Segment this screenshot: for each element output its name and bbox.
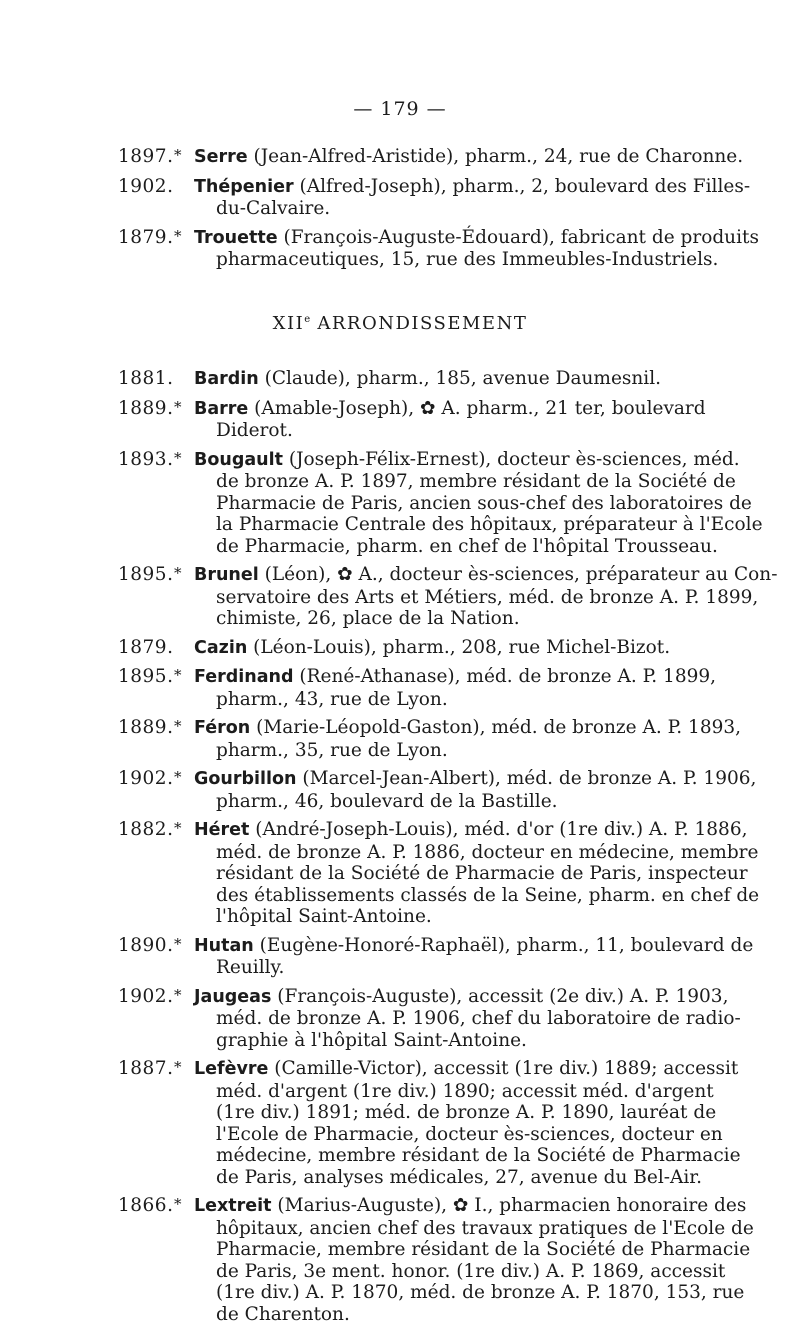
entry-name: Bougault (194, 450, 283, 470)
entry-star: * (174, 986, 182, 1004)
entry-year: 1902. (118, 986, 173, 1007)
entry-line: Brunel (Léon), ✿ A., docteur ès-sciences, préparateur au Con- (194, 564, 694, 587)
entry-line: médecine, membre résidant de la Société de Pharmacie (194, 1145, 694, 1167)
entry-line: Gourbillon (Marcel-Jean-Albert), méd. de bronze A. P. 1906, (194, 768, 694, 791)
entry-year: 1902. (118, 768, 173, 789)
entry-text (194, 146, 694, 169)
section-title (0, 313, 800, 334)
entry-star: * (174, 398, 182, 416)
entry-year: 1893. (118, 449, 173, 470)
entry-line: l'hôpital Saint-Antoine. (194, 906, 694, 928)
entry-year: 1879. (118, 637, 173, 658)
entry-line: méd. de bronze A. P. 1886, docteur en médecine, membre (194, 842, 694, 864)
entry-line: de Paris, 3e ment. honor. (1re div.) A. P. 1869, accessit (194, 1261, 694, 1283)
entry-year: 1895. (118, 666, 173, 687)
entry-line: hôpitaux, ancien chef des travaux pratiques de l'Ecole de (194, 1218, 694, 1240)
entry-name: Lextreit (194, 1196, 272, 1216)
entry-line: du-Calvaire. (194, 198, 694, 220)
entry-name: Serre (194, 147, 248, 167)
entry-name: Lefèvre (194, 1059, 268, 1079)
entry-name: Trouette (194, 228, 278, 248)
entry-line: Lextreit (Marius-Auguste), ✿ I., pharmacien honoraire des (194, 1195, 694, 1218)
entry-line: Thépenier (Alfred-Joseph), pharm., 2, boulevard des Filles- (194, 176, 694, 199)
entry-text (194, 637, 694, 660)
entry-line: de Charenton. (194, 1304, 694, 1325)
entry-line: la Pharmacie Centrale des hôpitaux, préparateur à l'Ecole (194, 514, 694, 536)
entry-line: Reuilly. (194, 957, 694, 979)
entry-line: pharm., 43, rue de Lyon. (194, 689, 694, 711)
entry-line: méd. d'argent (1re div.) 1890; accessit méd. d'argent (194, 1081, 694, 1103)
entry-line: pharm., 35, rue de Lyon. (194, 740, 694, 762)
entry-text (194, 1195, 694, 1325)
entry-text (194, 449, 694, 558)
entry-line: Héret (André-Joseph-Louis), méd. d'or (1re div.) A. P. 1886, (194, 819, 694, 842)
entry-text (194, 1058, 694, 1188)
entry-text (194, 368, 694, 391)
entry-line: Pharmacie de Paris, ancien sous-chef des laboratoires de (194, 493, 694, 515)
entry-line: Trouette (François-Auguste-Édouard), fabricant de produits (194, 227, 694, 250)
entry-year: 1879. (118, 227, 173, 248)
entry-star: * (174, 666, 182, 684)
entry-line: Pharmacie, membre résidant de la Société de Pharmacie (194, 1239, 694, 1261)
entry-star: * (174, 935, 182, 953)
entry-line: Diderot. (194, 420, 694, 442)
entry-line: graphie à l'hôpital Saint-Antoine. (194, 1030, 694, 1052)
entry-text (194, 768, 694, 812)
entry-star: * (174, 717, 182, 735)
entry-year: 1895. (118, 564, 173, 585)
entry-text (194, 986, 694, 1052)
entry-star: * (174, 564, 182, 582)
entry-year: 1887. (118, 1058, 173, 1079)
entry-name: Gourbillon (194, 769, 296, 789)
entry-line: servatoire des Arts et Métiers, méd. de bronze A. P. 1899, (194, 587, 694, 609)
entry-name: Féron (194, 718, 250, 738)
entry-line: (1re div.) A. P. 1870, méd. de bronze A. P. 1870, 153, rue (194, 1282, 694, 1304)
section-title-prefix: XII (273, 313, 305, 334)
entry-line: Bougault (Joseph-Félix-Ernest), docteur ès-sciences, méd. (194, 449, 694, 472)
entry-line: résidant de la Société de Pharmacie de Paris, inspecteur (194, 863, 694, 885)
entry-star: * (174, 1058, 182, 1076)
entry-text (194, 819, 694, 928)
entry-line: (1re div.) 1891; méd. de bronze A. P. 1890, lauréat de (194, 1102, 694, 1124)
entry-line: Cazin (Léon-Louis), pharm., 208, rue Michel-Bizot. (194, 637, 694, 660)
entry-line: Ferdinand (René-Athanase), méd. de bronze A. P. 1899, (194, 666, 694, 689)
entry-name: Thépenier (194, 177, 294, 197)
entry-text (194, 398, 694, 442)
entry-name: Hutan (194, 936, 254, 956)
entry-name: Barre (194, 399, 248, 419)
entry-year: 1882. (118, 819, 173, 840)
entry-star: * (174, 819, 182, 837)
entry-text (194, 227, 694, 271)
entry-line: Jaugeas (François-Auguste), accessit (2e div.) A. P. 1903, (194, 986, 694, 1009)
entry-year: 1866. (118, 1195, 173, 1216)
entry-star: * (174, 227, 182, 245)
entry-line: l'Ecole de Pharmacie, docteur ès-sciences, docteur en (194, 1124, 694, 1146)
entry-line: de Pharmacie, pharm. en chef de l'hôpital Trousseau. (194, 536, 694, 558)
section-title-suffix: ARRONDISSEMENT (310, 313, 527, 334)
entry-line: Barre (Amable-Joseph), ✿ A. pharm., 21 ter, boulevard (194, 398, 694, 421)
entry-star: * (174, 768, 182, 786)
entry-line: Bardin (Claude), pharm., 185, avenue Daumesnil. (194, 368, 694, 391)
entry-text (194, 176, 694, 220)
entry-year: 1890. (118, 935, 173, 956)
entry-name: Brunel (194, 565, 259, 585)
entry-year: 1889. (118, 717, 173, 738)
entry-line: Serre (Jean-Alfred-Aristide), pharm., 24, rue de Charonne. (194, 146, 694, 169)
entry-name: Héret (194, 820, 249, 840)
entry-name: Ferdinand (194, 667, 294, 687)
entry-star: * (174, 1195, 182, 1213)
entry-line: chimiste, 26, place de la Nation. (194, 608, 694, 630)
entry-star: * (174, 146, 182, 164)
entry-year: 1889. (118, 398, 173, 419)
entry-year: 1881. (118, 368, 173, 389)
section-title-sup: e (304, 314, 310, 325)
entry-line: Lefèvre (Camille-Victor), accessit (1re div.) 1889; accessit (194, 1058, 694, 1081)
page-number: — 179 — (0, 98, 800, 120)
entry-star: * (174, 449, 182, 467)
entry-text (194, 935, 694, 979)
entry-line: méd. de bronze A. P. 1906, chef du laboratoire de radio- (194, 1008, 694, 1030)
entry-name: Cazin (194, 638, 247, 658)
entry-line: pharm., 46, boulevard de la Bastille. (194, 791, 694, 813)
entry-year: 1897. (118, 146, 173, 167)
entry-text (194, 564, 694, 630)
entry-line: de bronze A. P. 1897, membre résidant de la Société de (194, 471, 694, 493)
entry-text (194, 666, 694, 710)
entry-line: des établissements classés de la Seine, pharm. en chef de (194, 885, 694, 907)
entry-line: de Paris, analyses médicales, 27, avenue du Bel-Air. (194, 1167, 694, 1189)
entry-line: pharmaceutiques, 15, rue des Immeubles-Industriels. (194, 249, 694, 271)
entry-name: Bardin (194, 369, 259, 389)
entry-line: Hutan (Eugène-Honoré-Raphaël), pharm., 11, boulevard de (194, 935, 694, 958)
entry-line: Féron (Marie-Léopold-Gaston), méd. de bronze A. P. 1893, (194, 717, 694, 740)
entry-name: Jaugeas (194, 987, 271, 1007)
entry-text (194, 717, 694, 761)
entry-year: 1902. (118, 176, 173, 197)
